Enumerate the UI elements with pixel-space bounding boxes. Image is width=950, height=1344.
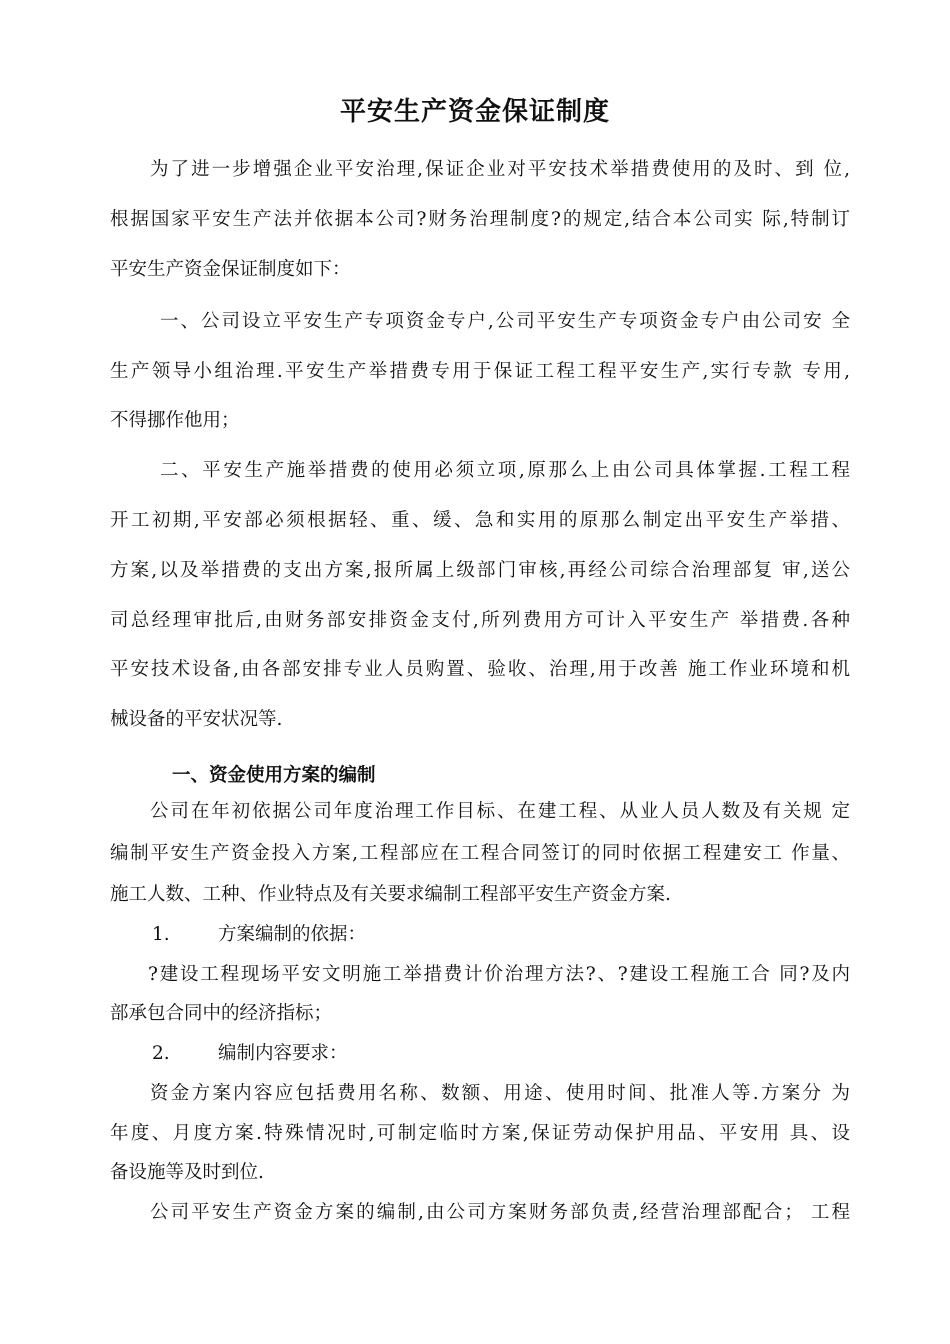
item-one-label: 方案编制的依据： (218, 924, 367, 945)
item-two-text-line-3: 备设施等及时到位. (110, 1162, 264, 1183)
item-two (152, 1039, 752, 1069)
item-two-label: 编制内容要求： (218, 1043, 348, 1064)
closing-line-1: 公司平安生产资金方案的编制,由公司方案财务部负责,经营治理部配合； 工程 (150, 1202, 850, 1223)
intro-line-2: 根据国家平安生产法并依据本公司?财务治理制度?的规定,结合本公司实 际,特制订 (110, 209, 850, 230)
clause-two-line-6: 械设备的平安状况等. (110, 709, 283, 730)
item-one-text-line-1: ?建设工程现场平安文明施工举措费计价治理方法?、?建设工程施工合 同?及内 (148, 964, 850, 985)
item-one-number: 1. (152, 924, 170, 945)
clause-one-line-1: 一、公司设立平安生产专项资金专户,公司平安生产专项资金专户由公司安 全 (160, 311, 850, 332)
item-two-text-line-2: 年度、月度方案.特殊情况时,可制定临时方案,保证劳动保护用品、平安用 具、设 (110, 1123, 850, 1144)
section-para-line-3: 施工人数、工种、作业特点及有关要求编制工程部平安生产资金方案. (110, 884, 671, 905)
section-heading: 一、资金使用方案的编制 (172, 765, 376, 786)
section-para-line-1: 公司在年初依据公司年度治理工作目标、在建工程、从业人员人数及有关规 定 (150, 801, 850, 822)
item-one-text-line-2: 部承包合同中的经济指标； (110, 1003, 333, 1024)
intro-line-1: 为了进一步增强企业平安治理,保证企业对平安技术举措费使用的及时、到 位, (150, 159, 850, 180)
item-one (152, 920, 752, 950)
item-two-text-line-1: 资金方案内容应包括费用名称、数额、用途、使用时间、批准人等.方案分 为 (150, 1083, 850, 1104)
clause-one-line-3: 不得挪作他用； (110, 410, 240, 431)
document-title: 平安生产资金保证制度 (339, 97, 610, 127)
clause-two-line-4: 司总经理审批后,由财务部安排资金支付,所列费用方可计入平安生产 举措费.各种 (110, 610, 850, 631)
section-para-line-2: 编制平安生产资金投入方案,工程部应在工程合同签订的同时依据工程建安工 作量、 (110, 843, 850, 864)
clause-one-line-2: 生产领导小组治理.平安生产举措费专用于保证工程工程平安生产,实行专款 专用, (110, 361, 850, 382)
clause-two-line-1: 二、平安生产施举措费的使用必须立项,原那么上由公司具体掌握.工程工程 (160, 460, 850, 481)
intro-line-3: 平安生产资金保证制度如下： (110, 259, 351, 280)
item-two-number: 2. (152, 1043, 170, 1064)
clause-two-line-2: 开工初期,平安部必须根据轻、重、缓、急和实用的原那么制定出平安生产举措、 (110, 510, 850, 531)
clause-two-line-3: 方案,以及举措费的支出方案,报所属上级部门审核,再经公司综合治理部复 审,送公 (110, 560, 850, 581)
clause-two-line-5: 平安技术设备,由各部安排专业人员购置、验收、治理,用于改善 施工作业环境和机 (110, 659, 850, 680)
